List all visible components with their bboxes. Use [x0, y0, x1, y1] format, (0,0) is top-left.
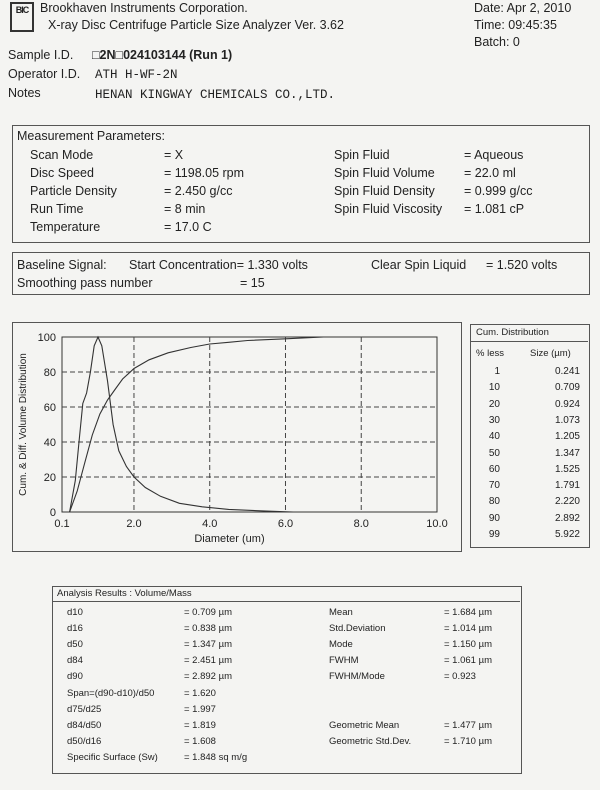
param-label: Temperature [30, 220, 101, 234]
cum-row-size: 1.347 [554, 447, 580, 459]
analysis-value: = 1.848 sq m/g [184, 751, 248, 763]
y-tick-label: 80 [43, 367, 56, 379]
param-value: = 0.999 g/cc [464, 184, 533, 198]
y-axis-label: Cum. & Diff. Volume Distribution [18, 353, 29, 496]
x-tick-label: 2.0 [126, 518, 142, 530]
x-tick-label: 0.1 [54, 518, 70, 530]
analysis-value: = 1.710 µm [444, 735, 492, 747]
analysis-value: = 1.608 [184, 735, 216, 747]
analysis-label: d84 [67, 655, 83, 667]
notes-value: HENAN KINGWAY CHEMICALS CO.,LTD. [95, 88, 336, 102]
x-tick-label: 6.0 [277, 518, 294, 530]
analysis-value: = 2.892 µm [184, 671, 232, 683]
y-tick-label: 60 [43, 402, 56, 414]
cum-row-size: 0.241 [554, 366, 580, 377]
company-name: Brookhaven Instruments Corporation. [40, 1, 248, 15]
param-label: Disc Speed [30, 166, 94, 180]
cum-row-size: 0.709 [554, 382, 580, 394]
analysis-value: = 1.150 µm [444, 639, 492, 651]
start-concentration: Start Concentration= 1.330 volts [129, 258, 308, 272]
analysis-label: FWHM [329, 655, 359, 667]
cum-row-pct: 99 [488, 529, 500, 540]
differential-series-line [70, 337, 294, 512]
y-tick-label: 0 [49, 507, 56, 519]
param-value: = 1198.05 rpm [164, 166, 245, 180]
cum-row-size: 1.205 [554, 431, 580, 443]
x-tick-label: 4.0 [202, 518, 218, 530]
analysis-label: d75/d25 [67, 703, 102, 715]
cum-row-pct: 20 [488, 398, 500, 410]
analysis-label: Specific Surface (Sw) [67, 751, 158, 763]
analysis-value: = 1.061 µm [444, 655, 492, 667]
analysis-label: d84/d50 [67, 719, 102, 731]
report-time: Time: 09:45:35 [474, 18, 557, 32]
analysis-label: d10 [67, 607, 83, 618]
analysis-value: = 0.709 µm [184, 607, 232, 618]
sample-id-value: □2N□024103144 (Run 1) [92, 48, 233, 62]
notes-label: Notes [8, 86, 41, 100]
analysis-value: = 1.477 µm [444, 719, 492, 731]
analysis-label: Span=(d90-d10)/d50 [67, 687, 155, 699]
operator-id-value: ATH H-WF-2N [95, 68, 178, 82]
analysis-value: = 0.923 [444, 671, 476, 683]
cum-row-pct: 1 [494, 366, 500, 377]
analysis-label: d16 [67, 623, 83, 635]
clear-spin-liquid-value: = 1.520 volts [486, 258, 558, 272]
cum-row-size: 1.073 [554, 414, 580, 426]
cum-row-size: 2.220 [554, 496, 580, 508]
param-label: Spin Fluid [334, 148, 390, 162]
x-axis-label: Diameter (um) [194, 533, 265, 545]
smoothing-label: Smoothing pass number [17, 276, 153, 290]
analysis-value: = 1.819 [184, 719, 216, 731]
report-date: Date: Apr 2, 2010 [474, 1, 572, 15]
cum-row-pct: 30 [488, 414, 500, 426]
analysis-label: FWHM/Mode [329, 671, 385, 683]
analysis-value: = 1.014 µm [444, 623, 492, 635]
param-value: = 2.450 g/cc [164, 184, 233, 198]
analysis-label: Geometric Mean [329, 719, 400, 731]
analysis-title: Analysis Results : Volume/Mass [57, 588, 192, 599]
param-label: Scan Mode [30, 148, 94, 162]
analysis-value: = 1.347 µm [184, 639, 232, 651]
baseline-label: Baseline Signal: [17, 258, 107, 272]
analysis-label: Std.Deviation [329, 623, 386, 635]
param-label: Particle Density [30, 184, 117, 198]
batch-number: Batch: 0 [474, 35, 520, 49]
cum-row-size: 1.791 [554, 480, 580, 492]
analysis-label: d90 [67, 671, 83, 683]
y-tick-label: 40 [43, 437, 56, 449]
param-label: Spin Fluid Density [334, 184, 435, 198]
cum-row-pct: 60 [488, 463, 500, 475]
x-tick-label: 8.0 [353, 518, 369, 530]
cum-row-size: 5.922 [554, 529, 580, 540]
cum-row-pct: 70 [488, 480, 500, 492]
analysis-label: Geometric Std.Dev. [329, 735, 412, 747]
cum-row-pct: 10 [488, 382, 500, 394]
smoothing-value: = 15 [240, 276, 265, 290]
param-value: = Aqueous [464, 148, 524, 162]
y-tick-label: 100 [37, 332, 56, 344]
cum-row-size: 2.892 [554, 512, 580, 524]
cum-row-pct: 90 [488, 512, 500, 524]
analysis-label: d50/d16 [67, 735, 102, 747]
param-value: = 22.0 ml [464, 166, 516, 180]
param-value: = 17.0 C [164, 220, 212, 234]
param-label: Spin Fluid Volume [334, 166, 435, 180]
cum-col-size-header: Size (µm) [530, 348, 571, 359]
cum-row-size: 0.924 [554, 398, 580, 410]
param-label: Spin Fluid Viscosity [334, 202, 443, 216]
analysis-label: Mean [329, 607, 353, 618]
param-value: = 1.081 cP [464, 202, 525, 216]
analysis-value: = 1.997 [184, 703, 216, 715]
param-value: = X [164, 148, 184, 162]
product-title: X-ray Disc Centrifuge Particle Size Analyzer Ver. 3.62 [48, 18, 344, 32]
distribution-chart [12, 322, 460, 550]
plot-frame [62, 337, 437, 512]
sample-id-label: Sample I.D. [8, 48, 74, 62]
analysis-value: = 0.838 µm [184, 623, 232, 635]
company-logo: BIC [10, 2, 34, 32]
param-label: Run Time [30, 202, 84, 216]
analysis-value: = 1.620 [184, 687, 216, 699]
param-value: = 8 min [164, 202, 206, 216]
operator-id-label: Operator I.D. [8, 67, 81, 81]
cum-row-pct: 80 [488, 496, 500, 508]
clear-spin-liquid-label: Clear Spin Liquid [371, 258, 467, 272]
cum-row-size: 1.525 [554, 463, 580, 475]
analysis-label: d50 [67, 639, 83, 651]
cum-distribution-title: Cum. Distribution [476, 327, 549, 338]
y-tick-label: 20 [43, 472, 56, 484]
cum-col-pct-header: % less [476, 348, 504, 359]
analysis-value: = 2.451 µm [184, 655, 232, 667]
measurement-title: Measurement Parameters: [17, 129, 165, 143]
cum-row-pct: 50 [488, 447, 500, 459]
x-tick-label: 10.0 [426, 518, 448, 530]
analysis-value: = 1.684 µm [444, 607, 492, 618]
analysis-label: Mode [329, 639, 353, 651]
cum-row-pct: 40 [488, 431, 500, 443]
